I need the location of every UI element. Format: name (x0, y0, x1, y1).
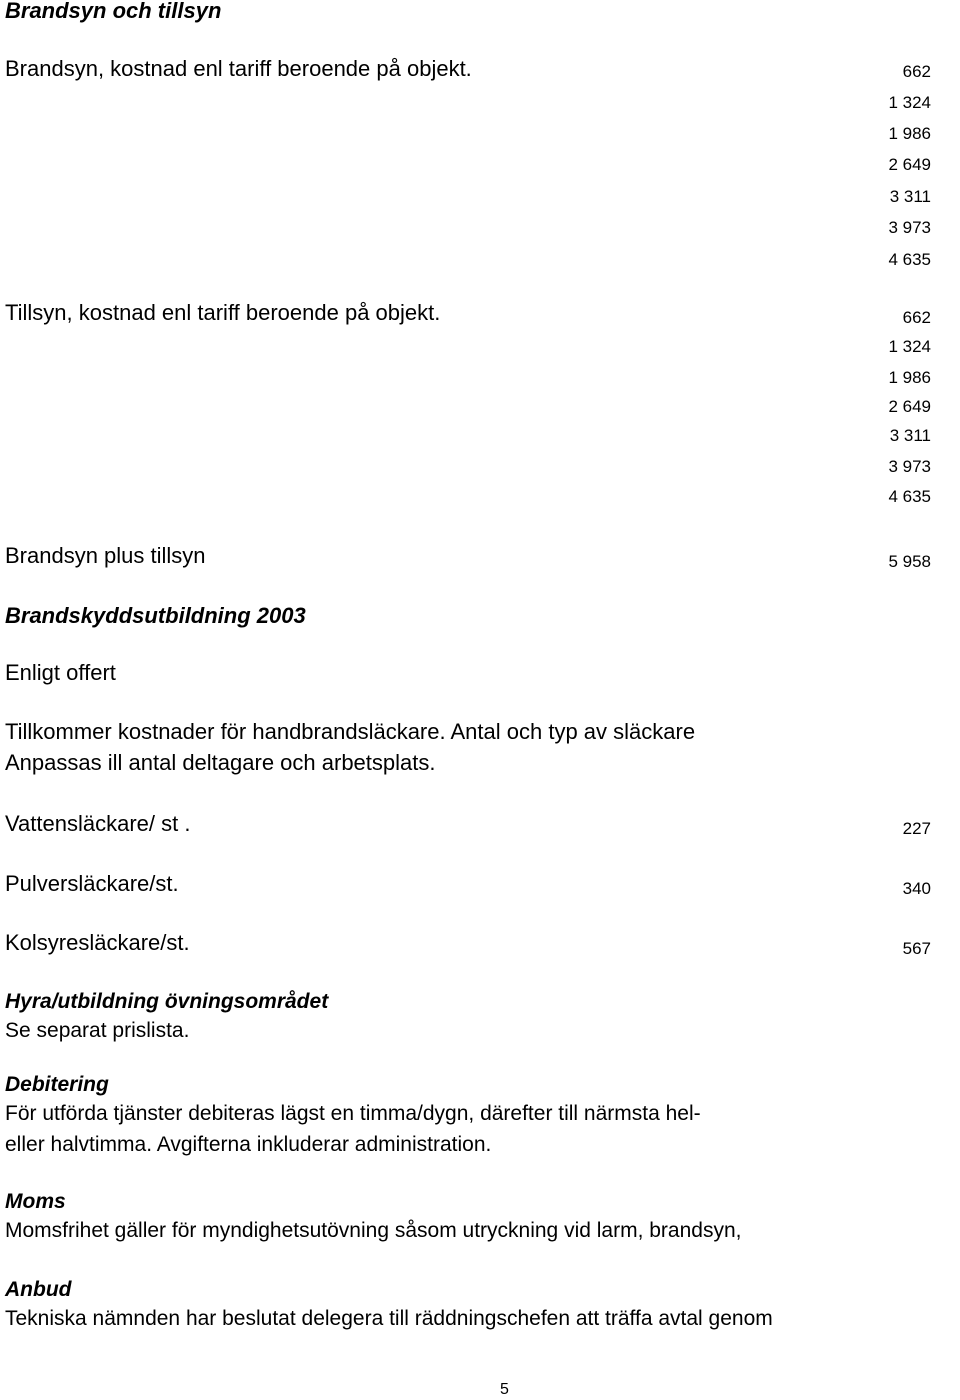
extinguisher-value: 227 (902, 819, 931, 838)
extinguisher-label: Kolsyresläckare/st. (5, 930, 190, 955)
brandsyn-plus-tillsyn-value: 5 958 (888, 552, 931, 571)
section-title-utbildning: Brandskyddsutbildning 2003 (5, 603, 306, 628)
brandsyn-value: 662 (902, 62, 931, 81)
brandsyn-value: 3 973 (888, 218, 931, 237)
debitering-line-1: För utförda tjänster debiteras lägst en timma/dygn, därefter till närmsta hel- (5, 1102, 701, 1125)
extinguisher-label: Pulversläckare/st. (5, 871, 179, 896)
brandsyn-value: 3 311 (889, 187, 931, 206)
section-title-debitering: Debitering (5, 1073, 109, 1096)
tillsyn-description: Tillsyn, kostnad enl tariff beroende på objekt. (5, 300, 441, 325)
brandsyn-description: Brandsyn, kostnad enl tariff beroende på objekt. (5, 56, 472, 81)
hyra-text: Se separat prislista. (5, 1019, 190, 1042)
extinguisher-label: Vattensläckare/ st . (5, 811, 191, 836)
extinguisher-value: 340 (902, 879, 931, 898)
anbud-text: Tekniska nämnden har beslutat delegera till räddningschefen att träffa avtal genom (5, 1307, 773, 1330)
section-title-hyra: Hyra/utbildning övningsområdet (5, 990, 329, 1013)
tillsyn-value: 4 635 (888, 487, 931, 506)
section-title-brandsyn: Brandsyn och tillsyn (5, 0, 222, 23)
brandsyn-plus-tillsyn-label: Brandsyn plus tillsyn (5, 543, 206, 568)
brandsyn-value: 1 986 (888, 124, 931, 143)
debitering-line-2: eller halvtimma. Avgifterna inkluderar administration. (5, 1133, 492, 1156)
tillsyn-value: 2 649 (888, 397, 931, 416)
utbildning-note-line-1: Tillkommer kostnader för handbrandsläckare. Antal och typ av släckare (5, 719, 696, 744)
tillsyn-value: 3 311 (889, 426, 931, 445)
moms-text: Momsfrihet gäller för myndighetsutövning såsom utryckning vid larm, brandsyn, (5, 1219, 742, 1242)
brandsyn-value: 2 649 (888, 155, 931, 174)
tillsyn-value: 1 986 (888, 368, 931, 387)
section-title-anbud: Anbud (5, 1278, 72, 1301)
tillsyn-value: 1 324 (888, 337, 931, 356)
extinguisher-value: 567 (902, 939, 931, 958)
utbildning-offert: Enligt offert (5, 660, 116, 685)
brandsyn-value: 1 324 (888, 93, 931, 112)
tillsyn-value: 662 (902, 308, 931, 327)
utbildning-note-line-2: Anpassas ill antal deltagare och arbetsplats. (5, 750, 436, 775)
brandsyn-value: 4 635 (888, 250, 931, 269)
tillsyn-value: 3 973 (888, 457, 931, 476)
page-number: 5 (500, 1381, 509, 1398)
section-title-moms: Moms (5, 1190, 66, 1213)
